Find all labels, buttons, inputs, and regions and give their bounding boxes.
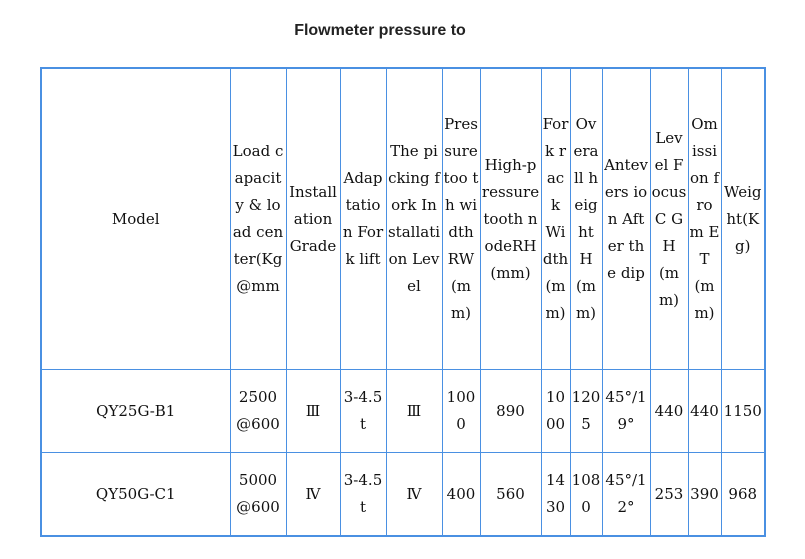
table-cell: 390 [688, 453, 721, 537]
header-cell: Level FocusC GH (mm) [650, 68, 688, 370]
header-cell: Pressure too th width RW(mm) [442, 68, 480, 370]
table-row [41, 453, 765, 537]
header-cell: Adaptation Fork lift [340, 68, 386, 370]
spec-table [40, 67, 766, 537]
header-cell: Model [41, 68, 230, 370]
table-row [41, 370, 765, 453]
table-cell: 440 [688, 370, 721, 453]
header-cell: Weight(Kg) [721, 68, 765, 370]
table-cell: 968 [721, 453, 765, 537]
table-cell: 45°/12° [602, 453, 650, 537]
table-cell: 2500@600 [230, 370, 286, 453]
table-cell: 1000 [541, 370, 570, 453]
table-cell: Ⅳ [286, 453, 340, 537]
table-cell: 5000@600 [230, 453, 286, 537]
table-cell: 1150 [721, 370, 765, 453]
header-cell: The picking fork Installation Level [386, 68, 442, 370]
table-cell: 400 [442, 453, 480, 537]
table-cell: 1205 [570, 370, 602, 453]
table-cell: 440 [650, 370, 688, 453]
header-cell: Overall height H (mm) [570, 68, 602, 370]
table-cell: Ⅲ [286, 370, 340, 453]
header-row [41, 68, 765, 370]
table-cell: 45°/19° [602, 370, 650, 453]
header-cell: Fork rack Width (mm) [541, 68, 570, 370]
header-cell: Omission from ET (mm) [688, 68, 721, 370]
table-cell: 890 [480, 370, 541, 453]
table-cell: Ⅲ [386, 370, 442, 453]
table-cell: 3-4.5t [340, 453, 386, 537]
header-cell: High-pressure tooth nodeRH (mm) [480, 68, 541, 370]
model-cell: QY50G-C1 [41, 453, 230, 537]
table-cell: 3-4.5t [340, 370, 386, 453]
header-cell: Installation Grade [286, 68, 340, 370]
table-cell: 253 [650, 453, 688, 537]
table-cell: Ⅳ [386, 453, 442, 537]
table-cell: 1080 [570, 453, 602, 537]
table-cell: 560 [480, 453, 541, 537]
table-cell: 1430 [541, 453, 570, 537]
table-cell: 1000 [442, 370, 480, 453]
header-cell: Load capacity & load center(Kg@mm [230, 68, 286, 370]
model-cell: QY25G-B1 [41, 370, 230, 453]
header-cell: Antevers ion After the dip [602, 68, 650, 370]
page-title: Flowmeter pressure to [294, 22, 466, 39]
